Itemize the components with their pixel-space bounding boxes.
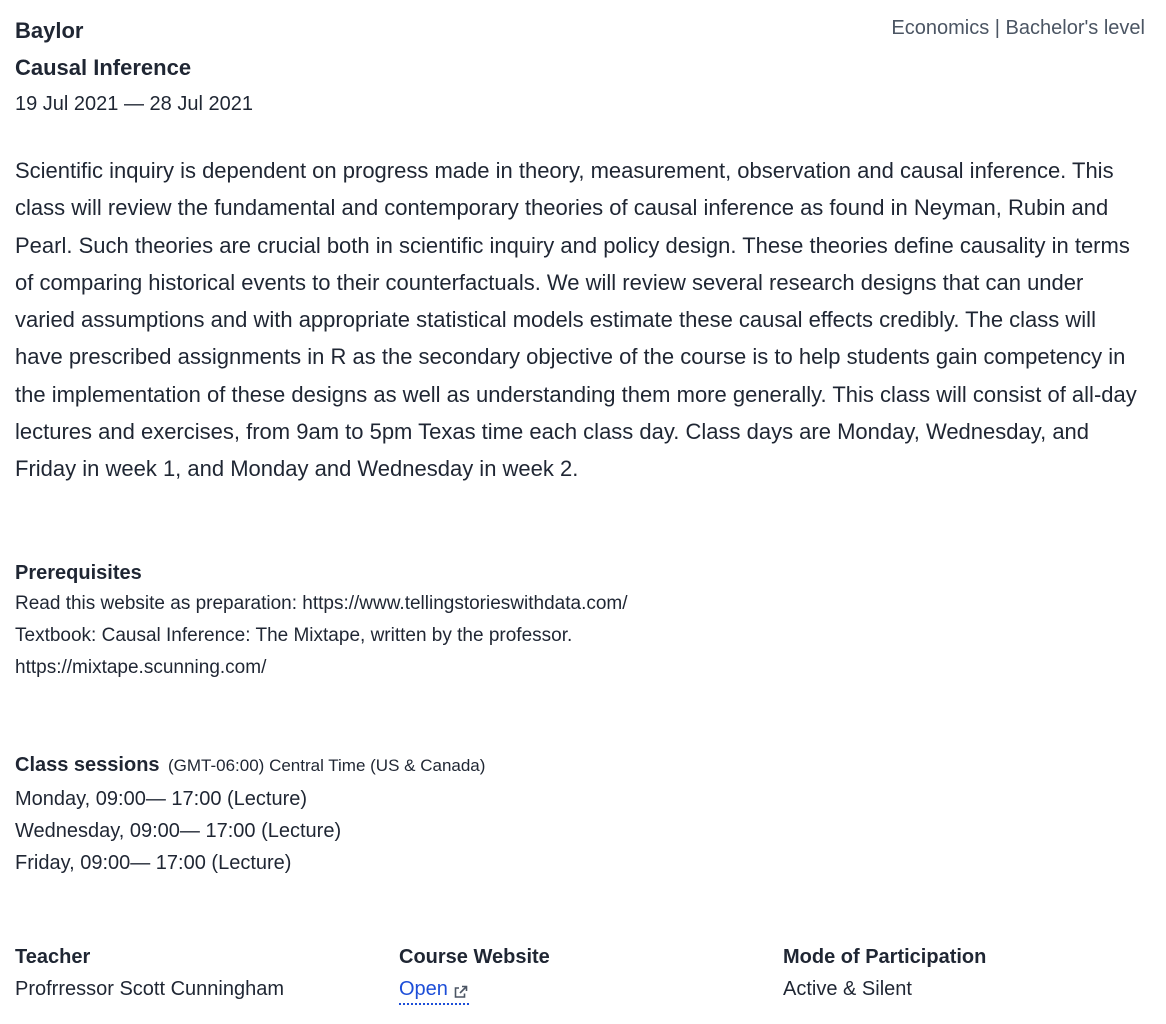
timezone-label: (GMT-06:00) Central Time (US & Canada) [167,756,486,775]
course-website-value [399,973,550,1005]
class-sessions-label: Class sessions [15,754,160,776]
course-website-column [399,941,550,1005]
course-website-label: Course Website [399,946,550,968]
participation-column [783,941,986,1005]
course-dates: 19 Jul 2021 — 28 Jul 2021 [15,93,253,115]
course-header [15,0,1151,130]
institution-name: Baylor [15,18,84,43]
course-title: Causal Inference [15,55,192,80]
prerequisite-line: https://mixtape.scunning.com/ [15,657,267,678]
session-row: Wednesday, 09:00— 17:00 (Lecture) [15,820,342,842]
open-link-label: Open [399,978,448,1000]
external-link-icon [453,981,469,997]
course-footer [15,941,1155,1011]
session-row: Monday, 09:00— 17:00 (Lecture) [15,788,308,810]
teacher-name: Profrressor Scott Cunningham [15,978,285,1000]
participation-label: Mode of Participation [783,946,987,968]
session-row: Friday, 09:00— 17:00 (Lecture) [15,852,292,874]
prerequisites-label: Prerequisites [15,562,142,584]
course-website-open-link[interactable] [399,976,469,1005]
teacher-column [15,941,284,1005]
participation-mode: Active & Silent [783,978,912,1000]
course-discipline-level: Economics | Bachelor's level [891,17,1145,39]
prerequisites-section [15,558,1115,684]
class-sessions-section [15,749,1115,879]
prerequisite-line: Textbook: Causal Inference: The Mixtape, written by the professor. [15,625,573,646]
prerequisite-line: Read this website as preparation: https://www.tellingstorieswithdata.com/ [15,593,628,614]
teacher-label: Teacher [15,946,91,968]
course-description: Scientific inquiry is dependent on progress made in theory, measurement, observation and causal inference. This class will review the fundamental and contemporary theories of causal inference as found in Neyman, Rubin and Pearl. Such theories are crucial both in scientific inquiry and policy design. These theories define causality in terms of comparing historical events to their counterfactuals. We will review several research designs that can under varied assumptions and with appropriate statistical models estimate these causal effects credibly. The class will have prescribed assignments in R as the secondary objective of the course is to help students gain competency in the implementation of these designs as well as understanding them more generally. This class will consist of all-day lectures and exercises, from 9am to 5pm Texas time each class day. Class days are Monday, Wednesday, and Friday in week 1, and Monday and Wednesday in week 2. [15,158,1137,482]
class-sessions-header [15,749,1115,783]
